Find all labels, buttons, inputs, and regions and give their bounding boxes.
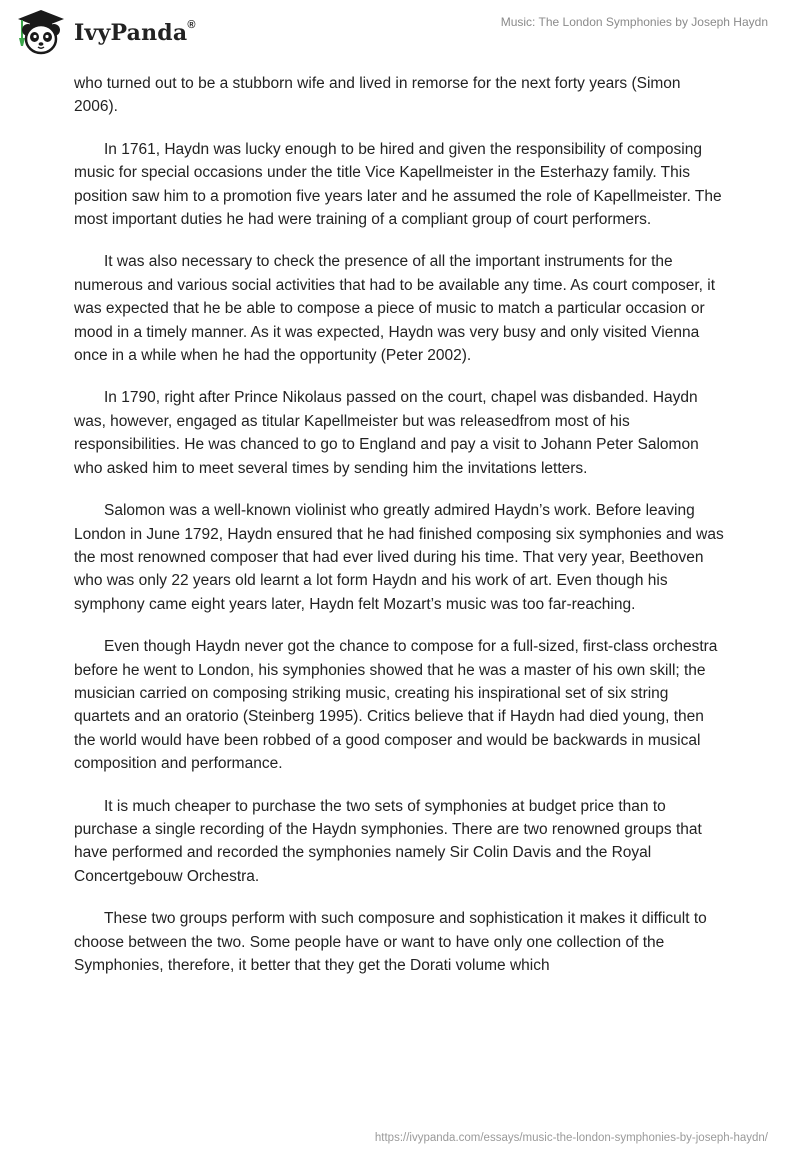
document-title: Music: The London Symphonies by Joseph Haydn (500, 15, 768, 29)
paragraph: It is much cheaper to purchase the two sets of symphonies at budget price than to purchase a single recording of the Haydn symphonies. There are two renowned groups that have performed and recorded the symphonies namely Sir Colin Davis and the Royal Concertgebouw Orchestra. (74, 797, 702, 885)
paragraph-continuation: who turned out to be a stubborn wife and lived in remorse for the next forty years (Simon 2006). (74, 75, 681, 116)
ivypanda-logo[interactable] (14, 8, 196, 56)
source-url-link[interactable]: https://ivypanda.com/essays/music-the-london-symphonies-by-joseph-haydn/ (374, 1132, 768, 1144)
page-header (0, 0, 800, 66)
logo-wordmark: IvyPanda® (74, 18, 196, 46)
paragraph: Even though Haydn never got the chance to compose for a full-sized, first-class orchestra before he went to London, his symphonies showed that he was a master of his own skill; the musician carried on composing striking music, creating his inspirational set of six string quartets and an oratorio (Steinberg 1995). Critics believe that if Haydn had died young, then the world would have been robbed of a good composer and would be backwards in musical composition and performance. (74, 638, 718, 773)
paragraph: In 1790, right after Prince Nikolaus passed on the court, chapel was disbanded. Haydn was, however, engaged as titular Kapellmeister but was releasedfrom most of his responsibilities. He was chanced to go to England and pay a visit to Johann Peter Salomon who asked him to meet several times by sending him the invitations letters. (74, 389, 699, 477)
panda-graduate-icon (14, 8, 68, 56)
paragraph: In 1761, Haydn was lucky enough to be hired and given the responsibility of composing music for special occasions under the title Vice Kapellmeister in the Esterhazy family. This position saw him to a promotion five years later and he assumed the role of Kapellmeister. The most important duties he had were training of a compliant group of court performers. (74, 140, 722, 229)
paragraph: It was also necessary to check the presence of all the important instruments for the numerous and various social activities that had to be available any time. As court composer, it was expected that he be able to compose a piece of music to match a particular occasion or mood in a timely manner. As it was expected, Haydn was very busy and only visited Vienna once in a while when he had the opportunity (Peter 2002). (74, 253, 716, 365)
paragraph: Salomon was a well-known violinist who greatly admired Haydn’s work. Before leaving London in June 1792, Haydn ensured that he had finished composing six symphonies and was the most renowned composer that had ever lived during his time. That very year, Beethoven who was only 22 years old learnt a lot form Haydn and his work of art. Even though his symphony came eight years later, Haydn felt Mozart’s music was too far-reaching. (74, 502, 724, 613)
essay-body (74, 72, 726, 996)
paragraph: These two groups perform with such composure and sophistication it makes it difficult to choose between the two. Some people have or want to have only one collection of the Symphonies, therefore, it better that they get the Dorati volume which (74, 910, 707, 974)
